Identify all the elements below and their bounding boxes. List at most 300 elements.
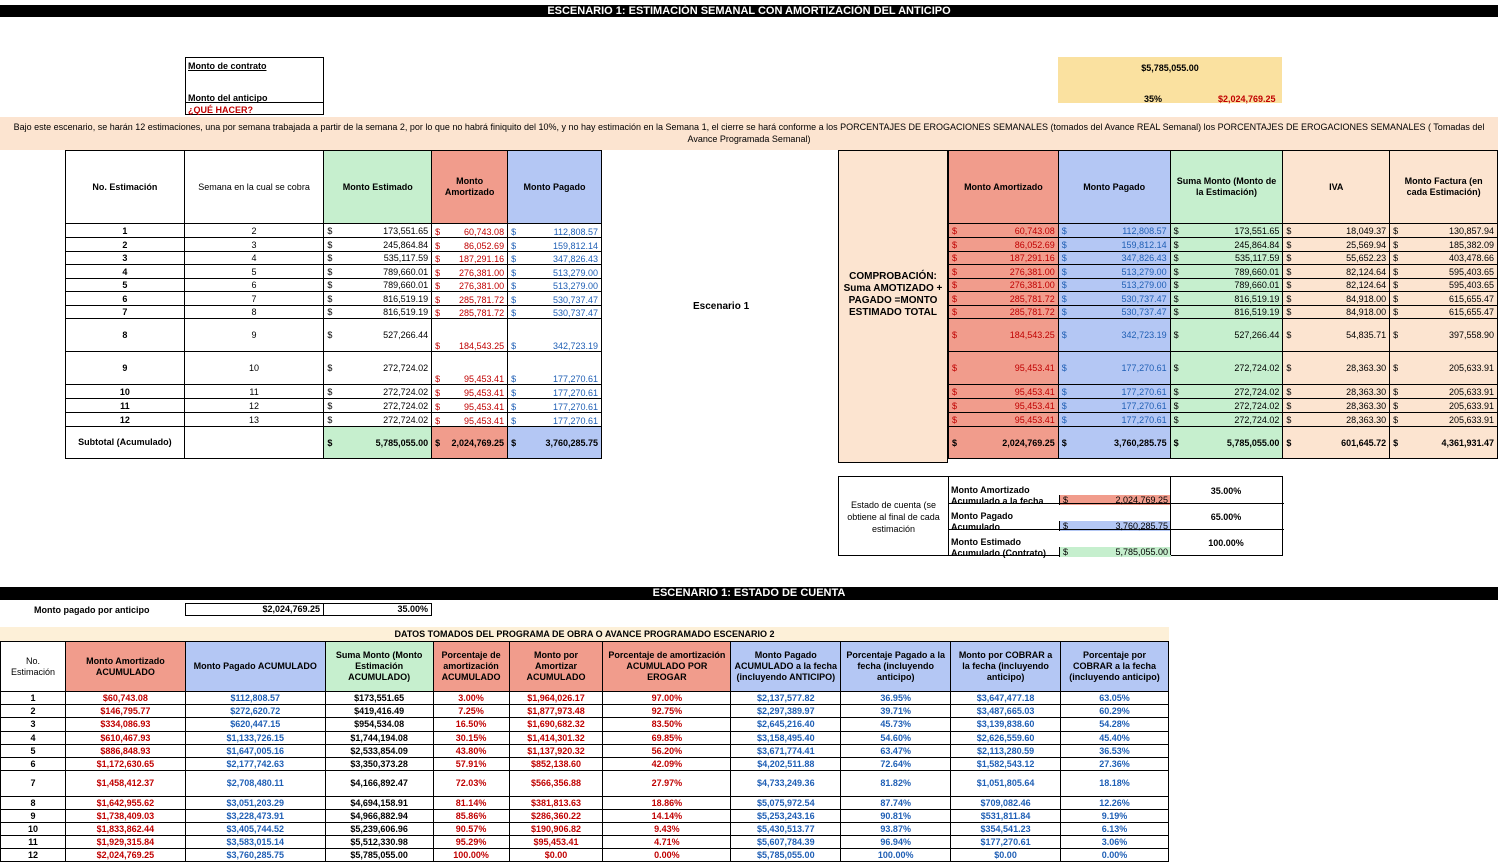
currency-sign: $ (511, 437, 517, 448)
table-row (1, 718, 1169, 732)
bcell-4: 100.00% (433, 849, 509, 862)
cell-2 (1170, 265, 1283, 279)
bcell-7: $5,253,243.16 (731, 810, 841, 823)
amount: 159,812.14 (1121, 239, 1167, 250)
bcell-7: $5,607,784.39 (731, 836, 841, 849)
bheader-7: Monto Pagado ACUMULADO a la fecha (incluyendo ANTICIPO) (731, 642, 841, 692)
bcell-0: 3 (1, 718, 66, 732)
currency-sign: $ (1173, 253, 1179, 263)
amount: 272,724.02 (383, 363, 429, 373)
cell-2 (1170, 252, 1283, 265)
amount: 272,724.02 (383, 386, 429, 397)
currency-sign: $ (1286, 225, 1292, 236)
cell-1 (1058, 352, 1170, 385)
amount: 530,737.47 (552, 308, 598, 318)
bcell-6: 27.97% (603, 771, 731, 797)
bcell-10: 63.05% (1061, 692, 1169, 705)
bcell-10: 60.29% (1061, 705, 1169, 718)
cell-monto-amortizado (432, 279, 508, 292)
currency-sign: $ (511, 254, 517, 264)
table-row (1, 849, 1169, 862)
currency-sign: $ (511, 341, 517, 351)
currency-sign: $ (1393, 330, 1399, 340)
cell-3 (1283, 385, 1390, 399)
amount: 276,381.00 (1009, 280, 1055, 290)
bheader-1: Monto Amortizado ACUMULADO (65, 642, 185, 692)
cell-monto-amortizado (432, 224, 508, 238)
bheader-9: Monto por COBRAR a la fecha (incluyendo anticipo) (951, 642, 1061, 692)
bcell-1: $2,024,769.25 (65, 849, 185, 862)
currency-sign: $ (511, 308, 517, 318)
cell-no: 12 (66, 413, 185, 427)
bcell-7: $2,297,389.97 (731, 705, 841, 718)
comprobacion-label: COMPROBACIÓN: Suma AMOTIZADO + PAGADO =MONTO ESTIMADO TOTAL (843, 271, 943, 318)
subtotal-empty (184, 427, 324, 459)
amount: 513,279.00 (552, 281, 598, 291)
bcell-5: $286,360.22 (509, 810, 603, 823)
amount: 185,382.09 (1448, 239, 1494, 250)
bheader-8: Porcentaje Pagado a la fecha (incluyendo anticipo) (841, 642, 951, 692)
bcell-8: 39.71% (841, 705, 951, 718)
amount: 187,291.16 (459, 254, 505, 264)
cell-no: 10 (66, 385, 185, 399)
amount: 184,543.25 (459, 341, 505, 351)
cell-3 (1283, 306, 1390, 319)
currency-sign: $ (1286, 363, 1292, 373)
amount: 60,743.08 (464, 227, 505, 237)
cell-0 (949, 352, 1059, 385)
cell-4 (1390, 238, 1498, 252)
table-row (1, 810, 1169, 823)
cell-monto-amortizado (432, 319, 508, 352)
amount: 54,835.71 (1346, 330, 1387, 340)
amount: 82,124.64 (1346, 266, 1387, 277)
bcell-4: 57.91% (433, 758, 509, 771)
bcell-8: 54.60% (841, 732, 951, 745)
amount: 245,864.84 (1234, 239, 1280, 250)
currency-sign: $ (511, 281, 517, 291)
bheader-10: Porcentaje por COBRAR a la fecha (incluyendo anticipo) (1061, 642, 1169, 692)
bcell-8: 81.82% (841, 771, 951, 797)
currency-sign: $ (511, 374, 517, 384)
cell-2 (1170, 352, 1283, 385)
amount: 272,724.02 (1234, 363, 1280, 373)
contract-box (185, 57, 324, 115)
table-row (66, 385, 602, 399)
bcell-5: $381,813.63 (509, 797, 603, 810)
currency-sign: $ (327, 253, 333, 263)
cell-3 (1283, 265, 1390, 279)
currency-sign: $ (1173, 386, 1179, 397)
table-row (66, 224, 602, 238)
estado-row-pct: 100.00% (1208, 538, 1244, 548)
bcell-4: 85.86% (433, 810, 509, 823)
cell-semana: 10 (184, 352, 324, 385)
bcell-5: $852,138.60 (509, 758, 603, 771)
amount: 513,279.00 (1121, 266, 1167, 277)
bcell-3: $4,166,892.47 (325, 771, 433, 797)
cell-semana: 5 (184, 265, 324, 279)
amount: 285,781.72 (1009, 293, 1055, 304)
bcell-7: $2,645,216.40 (731, 718, 841, 732)
currency-sign: $ (952, 400, 958, 411)
cell-semana: 3 (184, 238, 324, 252)
amount: 5,785,055.00 (1115, 547, 1168, 557)
estado-cuenta-table (0, 641, 1169, 862)
bcell-2: $272,620.72 (185, 705, 325, 718)
table-row (66, 352, 602, 385)
amount: 28,363.30 (1346, 400, 1387, 411)
bcell-8: 96.94% (841, 836, 951, 849)
estado-row-pct: 65.00% (1210, 512, 1242, 522)
bcell-1: $1,458,412.37 (65, 771, 185, 797)
cell-no: 1 (66, 224, 185, 238)
bcell-0: 2 (1, 705, 66, 718)
currency-sign: $ (327, 293, 333, 304)
total-cell (949, 427, 1059, 459)
bcell-1: $1,833,862.44 (65, 823, 185, 836)
currency-sign: $ (327, 266, 333, 277)
amount: 177,270.61 (552, 374, 598, 384)
amount: 177,270.61 (1121, 400, 1167, 411)
bcell-5: $1,137,920.32 (509, 745, 603, 758)
cell-1 (1058, 319, 1170, 352)
amount: 530,737.47 (1121, 307, 1167, 317)
amount: 95,453.41 (464, 402, 505, 412)
que-hacer-link[interactable]: ¿QUÉ HACER? (188, 105, 253, 115)
amount: 595,403.65 (1448, 280, 1494, 290)
cell-monto-estimado (324, 319, 432, 352)
amount: 3,760,285.75 (1115, 521, 1168, 531)
table-row (949, 265, 1498, 279)
bcell-0: 12 (1, 849, 66, 862)
currency-sign: $ (952, 437, 958, 448)
cell-3 (1283, 252, 1390, 265)
bcell-2: $2,177,742.63 (185, 758, 325, 771)
estado-divider (949, 503, 1284, 504)
bcell-0: 4 (1, 732, 66, 745)
cell-semana: 8 (184, 306, 324, 319)
bcell-3: $954,534.08 (325, 718, 433, 732)
currency-sign: $ (1286, 307, 1292, 317)
currency-sign: $ (1173, 307, 1179, 317)
bcell-3: $2,533,854.09 (325, 745, 433, 758)
bcell-7: $3,671,774.41 (731, 745, 841, 758)
header-no-estimacion: No. Estimación (66, 151, 185, 224)
amount: 55,652.23 (1346, 253, 1387, 263)
bcell-9: $0.00 (951, 849, 1061, 862)
bcell-4: 81.14% (433, 797, 509, 810)
cell-monto-estimado (324, 238, 432, 252)
currency-sign: $ (1173, 293, 1179, 304)
bcell-7: $5,785,055.00 (731, 849, 841, 862)
amount: 285,781.72 (459, 295, 505, 305)
table-row (949, 413, 1498, 427)
cell-4 (1390, 352, 1498, 385)
cell-monto-pagado (508, 319, 602, 352)
amount: 177,270.61 (552, 402, 598, 412)
subtotal-cell (432, 427, 508, 459)
subtotal-row (66, 427, 602, 459)
cell-0 (949, 265, 1059, 279)
cell-no: 3 (66, 252, 185, 265)
cell-1 (1058, 238, 1170, 252)
cell-0 (949, 413, 1059, 427)
table-row (66, 399, 602, 413)
bcell-9: $3,647,477.18 (951, 692, 1061, 705)
bcell-9: $2,626,559.60 (951, 732, 1061, 745)
bheader-2: Monto Pagado ACUMULADO (185, 642, 325, 692)
cell-monto-estimado (324, 252, 432, 265)
currency-sign: $ (511, 241, 517, 251)
cell-2 (1170, 413, 1283, 427)
currency-sign: $ (435, 402, 441, 412)
currency-sign: $ (1061, 293, 1067, 304)
currency-sign: $ (435, 227, 441, 237)
bcell-8: 87.74% (841, 797, 951, 810)
estado-divider (949, 529, 1284, 530)
bcell-4: 72.03% (433, 771, 509, 797)
bcell-10: 6.13% (1061, 823, 1169, 836)
section2-title: ESCENARIO 1: ESTADO DE CUENTA (0, 587, 1498, 600)
table-row (66, 413, 602, 427)
currency-sign: $ (1393, 266, 1399, 277)
amount: 18,049.37 (1346, 225, 1387, 236)
bcell-10: 12.26% (1061, 797, 1169, 810)
cell-monto-pagado (508, 413, 602, 427)
bcell-3: $4,694,158.91 (325, 797, 433, 810)
cell-monto-estimado (324, 306, 432, 319)
bcell-9: $531,811.84 (951, 810, 1061, 823)
bheader-6: Porcentaje de amortización ACUMULADO POR EROGAR (603, 642, 731, 692)
cell-monto-pagado (508, 399, 602, 413)
amount: 342,723.19 (1121, 330, 1167, 340)
cell-3 (1283, 399, 1390, 413)
currency-sign: $ (952, 280, 958, 290)
currency-sign: $ (1061, 414, 1067, 425)
table-row (66, 265, 602, 279)
bcell-2: $1,647,005.16 (185, 745, 325, 758)
bcell-1: $334,086.93 (65, 718, 185, 732)
cell-2 (1170, 279, 1283, 292)
bcell-3: $1,744,194.08 (325, 732, 433, 745)
currency-sign: $ (1393, 225, 1399, 236)
amount: 84,918.00 (1346, 307, 1387, 317)
cell-monto-amortizado (432, 238, 508, 252)
cell-1 (1058, 399, 1170, 413)
bcell-4: 3.00% (433, 692, 509, 705)
totals-row (949, 427, 1498, 459)
amount: 789,660.01 (1234, 266, 1280, 277)
amount: 595,403.65 (1448, 266, 1494, 277)
amount: 789,660.01 (1234, 280, 1280, 290)
currency-sign: $ (327, 307, 333, 317)
bheader-4: Porcentaje de amortización ACUMULADO (433, 642, 509, 692)
amount: 177,270.61 (1121, 363, 1167, 373)
bcell-2: $3,760,285.75 (185, 849, 325, 862)
cell-monto-pagado (508, 385, 602, 399)
currency-sign: $ (952, 386, 958, 397)
amount: 272,724.02 (1234, 386, 1280, 397)
estado-row-value-box (1059, 547, 1171, 557)
bcell-5: $1,414,301.32 (509, 732, 603, 745)
currency-sign: $ (1393, 280, 1399, 290)
subtotal-label: Subtotal (Acumulado) (66, 427, 185, 459)
currency-sign: $ (1286, 400, 1292, 411)
bcell-5: $190,906.82 (509, 823, 603, 836)
anticipo-paid-label: Monto pagado por anticipo (34, 605, 150, 615)
bcell-1: $610,467.93 (65, 732, 185, 745)
bheader-3: Suma Monto (Monto Estimación ACUMULADO) (325, 642, 433, 692)
amount: 95,453.41 (1014, 363, 1055, 373)
cell-monto-estimado (324, 385, 432, 399)
currency-sign: $ (952, 307, 958, 317)
cell-2 (1170, 224, 1283, 238)
currency-sign: $ (1063, 495, 1069, 505)
currency-sign: $ (1173, 363, 1179, 373)
rheader-amortizado: Monto Amortizado (949, 151, 1059, 224)
amount: 173,551.65 (1234, 225, 1280, 236)
currency-sign: $ (1173, 330, 1179, 340)
bcell-6: 4.71% (603, 836, 731, 849)
currency-sign: $ (1393, 386, 1399, 397)
amount: 535,117.59 (383, 253, 429, 263)
bcell-8: 90.81% (841, 810, 951, 823)
currency-sign: $ (1061, 363, 1067, 373)
bcell-0: 11 (1, 836, 66, 849)
cell-1 (1058, 385, 1170, 399)
currency-sign: $ (327, 225, 333, 236)
currency-sign: $ (1061, 437, 1067, 448)
cell-monto-estimado (324, 352, 432, 385)
cell-1 (1058, 292, 1170, 306)
amount: 403,478.66 (1448, 253, 1494, 263)
bcell-3: $4,966,882.94 (325, 810, 433, 823)
table-row (949, 385, 1498, 399)
currency-sign: $ (1173, 239, 1179, 250)
amount: 347,826.43 (552, 254, 598, 264)
cell-1 (1058, 252, 1170, 265)
scenario-description: Bajo este escenario, se harán 12 estimaciones, una por semana trabajada a partir de la semana 2, por lo que no habrá finiquito del 10%, y no hay estimación en la Semana 1, el cierre se hará conforme a los PORCENTAJES DE EROGACIONES SEMANALES (tomados del Avance REAL Semanal) los PORCENTAJES DE EROGACIONES SEMANALES ( Tomadas del Avance Programada Semanal) (0, 117, 1498, 150)
table-row (1, 836, 1169, 849)
cell-2 (1170, 319, 1283, 352)
amount: 4,361,931.47 (1441, 437, 1494, 448)
bcell-6: 9.43% (603, 823, 731, 836)
cell-monto-amortizado (432, 292, 508, 306)
currency-sign: $ (435, 308, 441, 318)
table-row (66, 319, 602, 352)
bcell-6: 97.00% (603, 692, 731, 705)
currency-sign: $ (1173, 437, 1179, 448)
cell-monto-amortizado (432, 252, 508, 265)
bcell-1: $1,929,315.84 (65, 836, 185, 849)
contract-value: $5,785,055.00 (1141, 63, 1199, 73)
cell-monto-pagado (508, 279, 602, 292)
cell-4 (1390, 385, 1498, 399)
amount: 342,723.19 (552, 341, 598, 351)
currency-sign: $ (952, 363, 958, 373)
total-cell (1058, 427, 1170, 459)
cell-monto-estimado (324, 265, 432, 279)
currency-sign: $ (435, 341, 441, 351)
currency-sign: $ (1286, 253, 1292, 263)
cell-4 (1390, 319, 1498, 352)
bcell-6: 69.85% (603, 732, 731, 745)
bcell-9: $709,082.46 (951, 797, 1061, 810)
table-row (66, 279, 602, 292)
amount: 513,279.00 (552, 268, 598, 278)
cell-0 (949, 306, 1059, 319)
amount: 816,519.19 (1234, 307, 1280, 317)
currency-sign: $ (952, 253, 958, 263)
amount: 28,363.30 (1346, 363, 1387, 373)
amount: 2,024,769.25 (1115, 495, 1168, 505)
currency-sign: $ (1286, 266, 1292, 277)
amount: 177,270.61 (552, 388, 598, 398)
bcell-1: $1,642,955.62 (65, 797, 185, 810)
bcell-2: $620,447.15 (185, 718, 325, 732)
table-row (1, 758, 1169, 771)
cell-2 (1170, 385, 1283, 399)
bcell-2: $112,808.57 (185, 692, 325, 705)
cell-0 (949, 238, 1059, 252)
cell-4 (1390, 279, 1498, 292)
table-row (1, 705, 1169, 718)
cell-semana: 4 (184, 252, 324, 265)
amount: 5,785,055.00 (375, 437, 429, 448)
currency-sign: $ (327, 239, 333, 250)
currency-sign: $ (1286, 330, 1292, 340)
bcell-1: $1,172,630.65 (65, 758, 185, 771)
bcell-9: $354,541.23 (951, 823, 1061, 836)
currency-sign: $ (1061, 386, 1067, 397)
bcell-5: $1,964,026.17 (509, 692, 603, 705)
bcell-2: $2,708,480.11 (185, 771, 325, 797)
currency-sign: $ (1286, 239, 1292, 250)
amount: 272,724.02 (383, 400, 429, 411)
currency-sign: $ (952, 293, 958, 304)
bcell-1: $146,795.77 (65, 705, 185, 718)
cell-monto-amortizado (432, 385, 508, 399)
estado-row-label: Monto Pagado Acumulado (951, 511, 1013, 532)
cell-4 (1390, 306, 1498, 319)
currency-sign: $ (1286, 280, 1292, 290)
amount: 130,857.94 (1448, 225, 1494, 236)
bcell-8: 100.00% (841, 849, 951, 862)
amount: 205,633.91 (1448, 363, 1494, 373)
amount: 527,266.44 (383, 330, 429, 340)
currency-sign: $ (952, 414, 958, 425)
cell-1 (1058, 279, 1170, 292)
rheader-suma: Suma Monto (Monto de la Estimación) (1170, 151, 1283, 224)
bcell-10: 3.06% (1061, 836, 1169, 849)
cell-3 (1283, 413, 1390, 427)
amount: 3,760,285.75 (545, 437, 598, 448)
cell-3 (1283, 279, 1390, 292)
bcell-10: 18.18% (1061, 771, 1169, 797)
amount: 530,737.47 (552, 295, 598, 305)
header-semana: Semana en la cual se cobra (184, 151, 324, 224)
amount: 95,453.41 (1014, 386, 1055, 397)
cell-4 (1390, 399, 1498, 413)
amount: 187,291.16 (1009, 253, 1055, 263)
cell-no: 9 (66, 352, 185, 385)
currency-sign: $ (435, 416, 441, 426)
bcell-9: $177,270.61 (951, 836, 1061, 849)
table-row (1, 823, 1169, 836)
bcell-10: 54.28% (1061, 718, 1169, 732)
bcell-6: 42.09% (603, 758, 731, 771)
